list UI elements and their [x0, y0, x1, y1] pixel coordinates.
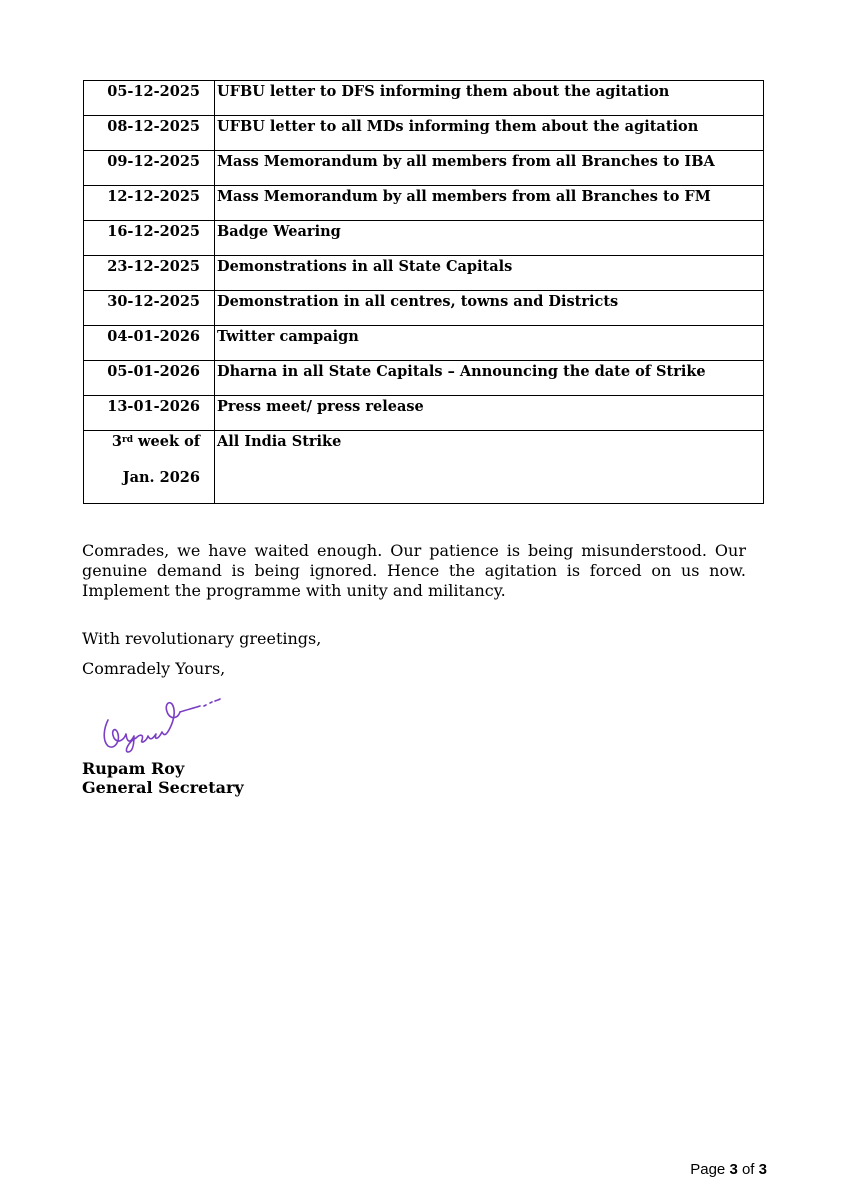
schedule-event: Press meet/ press release [215, 396, 764, 431]
handwritten-signature [94, 690, 224, 756]
schedule-event-final: All India Strike [215, 431, 764, 504]
schedule-event: Mass Memorandum by all members from all Branches to IBA [215, 151, 764, 186]
schedule-date: 12-12-2025 [84, 186, 215, 221]
schedule-date: 13-01-2026 [84, 396, 215, 431]
schedule-event: Twitter campaign [215, 326, 764, 361]
schedule-date: 30-12-2025 [84, 291, 215, 326]
schedule-date: 16-12-2025 [84, 221, 215, 256]
agitation-schedule-table [83, 80, 764, 504]
total-page-count: 3 [758, 1161, 767, 1178]
greeting-line: With revolutionary greetings, [82, 629, 322, 648]
table-row [84, 81, 764, 116]
current-page-number: 3 [729, 1161, 738, 1178]
table-row [84, 256, 764, 291]
table-row [84, 396, 764, 431]
page-number [690, 1161, 767, 1179]
final-date-week: week of [133, 433, 200, 450]
signer-name: Rupam Roy [82, 759, 185, 778]
of-word: of [741, 1161, 755, 1178]
schedule-event: UFBU letter to all MDs informing them about the agitation [215, 116, 764, 151]
table-row [84, 186, 764, 221]
table-row [84, 361, 764, 396]
table-row [84, 116, 764, 151]
page-word: Page [690, 1161, 726, 1178]
final-date-ordinal: rd [121, 435, 133, 445]
table-row [84, 326, 764, 361]
table-row [84, 151, 764, 186]
schedule-event: UFBU letter to DFS informing them about the agitation [215, 81, 764, 116]
final-date-line1 [86, 433, 200, 451]
final-date-line2: Jan. 2026 [122, 469, 200, 486]
schedule-event: Mass Memorandum by all members from all Branches to FM [215, 186, 764, 221]
schedule-date: 04-01-2026 [84, 326, 215, 361]
table-row-final [84, 431, 764, 504]
body-paragraph: Comrades, we have waited enough. Our patience is being misunderstood. Our genuine demand is being ignored. Hence the agitation is forced on us now. Implement the programme with unity and militancy. [82, 541, 746, 600]
final-date-number: 3 [111, 433, 122, 450]
schedule-event: Demonstrations in all State Capitals [215, 256, 764, 291]
schedule-date: 05-12-2025 [84, 81, 215, 116]
closing-line: Comradely Yours, [82, 659, 226, 678]
schedule-event: Dharna in all State Capitals – Announcing the date of Strike [215, 361, 764, 396]
table-row [84, 221, 764, 256]
schedule-date: 09-12-2025 [84, 151, 215, 186]
schedule-date: 08-12-2025 [84, 116, 215, 151]
schedule-event: Demonstration in all centres, towns and Districts [215, 291, 764, 326]
schedule-date: 05-01-2026 [84, 361, 215, 396]
schedule-date-final [84, 431, 215, 504]
schedule-date: 23-12-2025 [84, 256, 215, 291]
signer-title: General Secretary [82, 778, 244, 797]
schedule-event: Badge Wearing [215, 221, 764, 256]
table-row [84, 291, 764, 326]
schedule-body [84, 81, 764, 504]
